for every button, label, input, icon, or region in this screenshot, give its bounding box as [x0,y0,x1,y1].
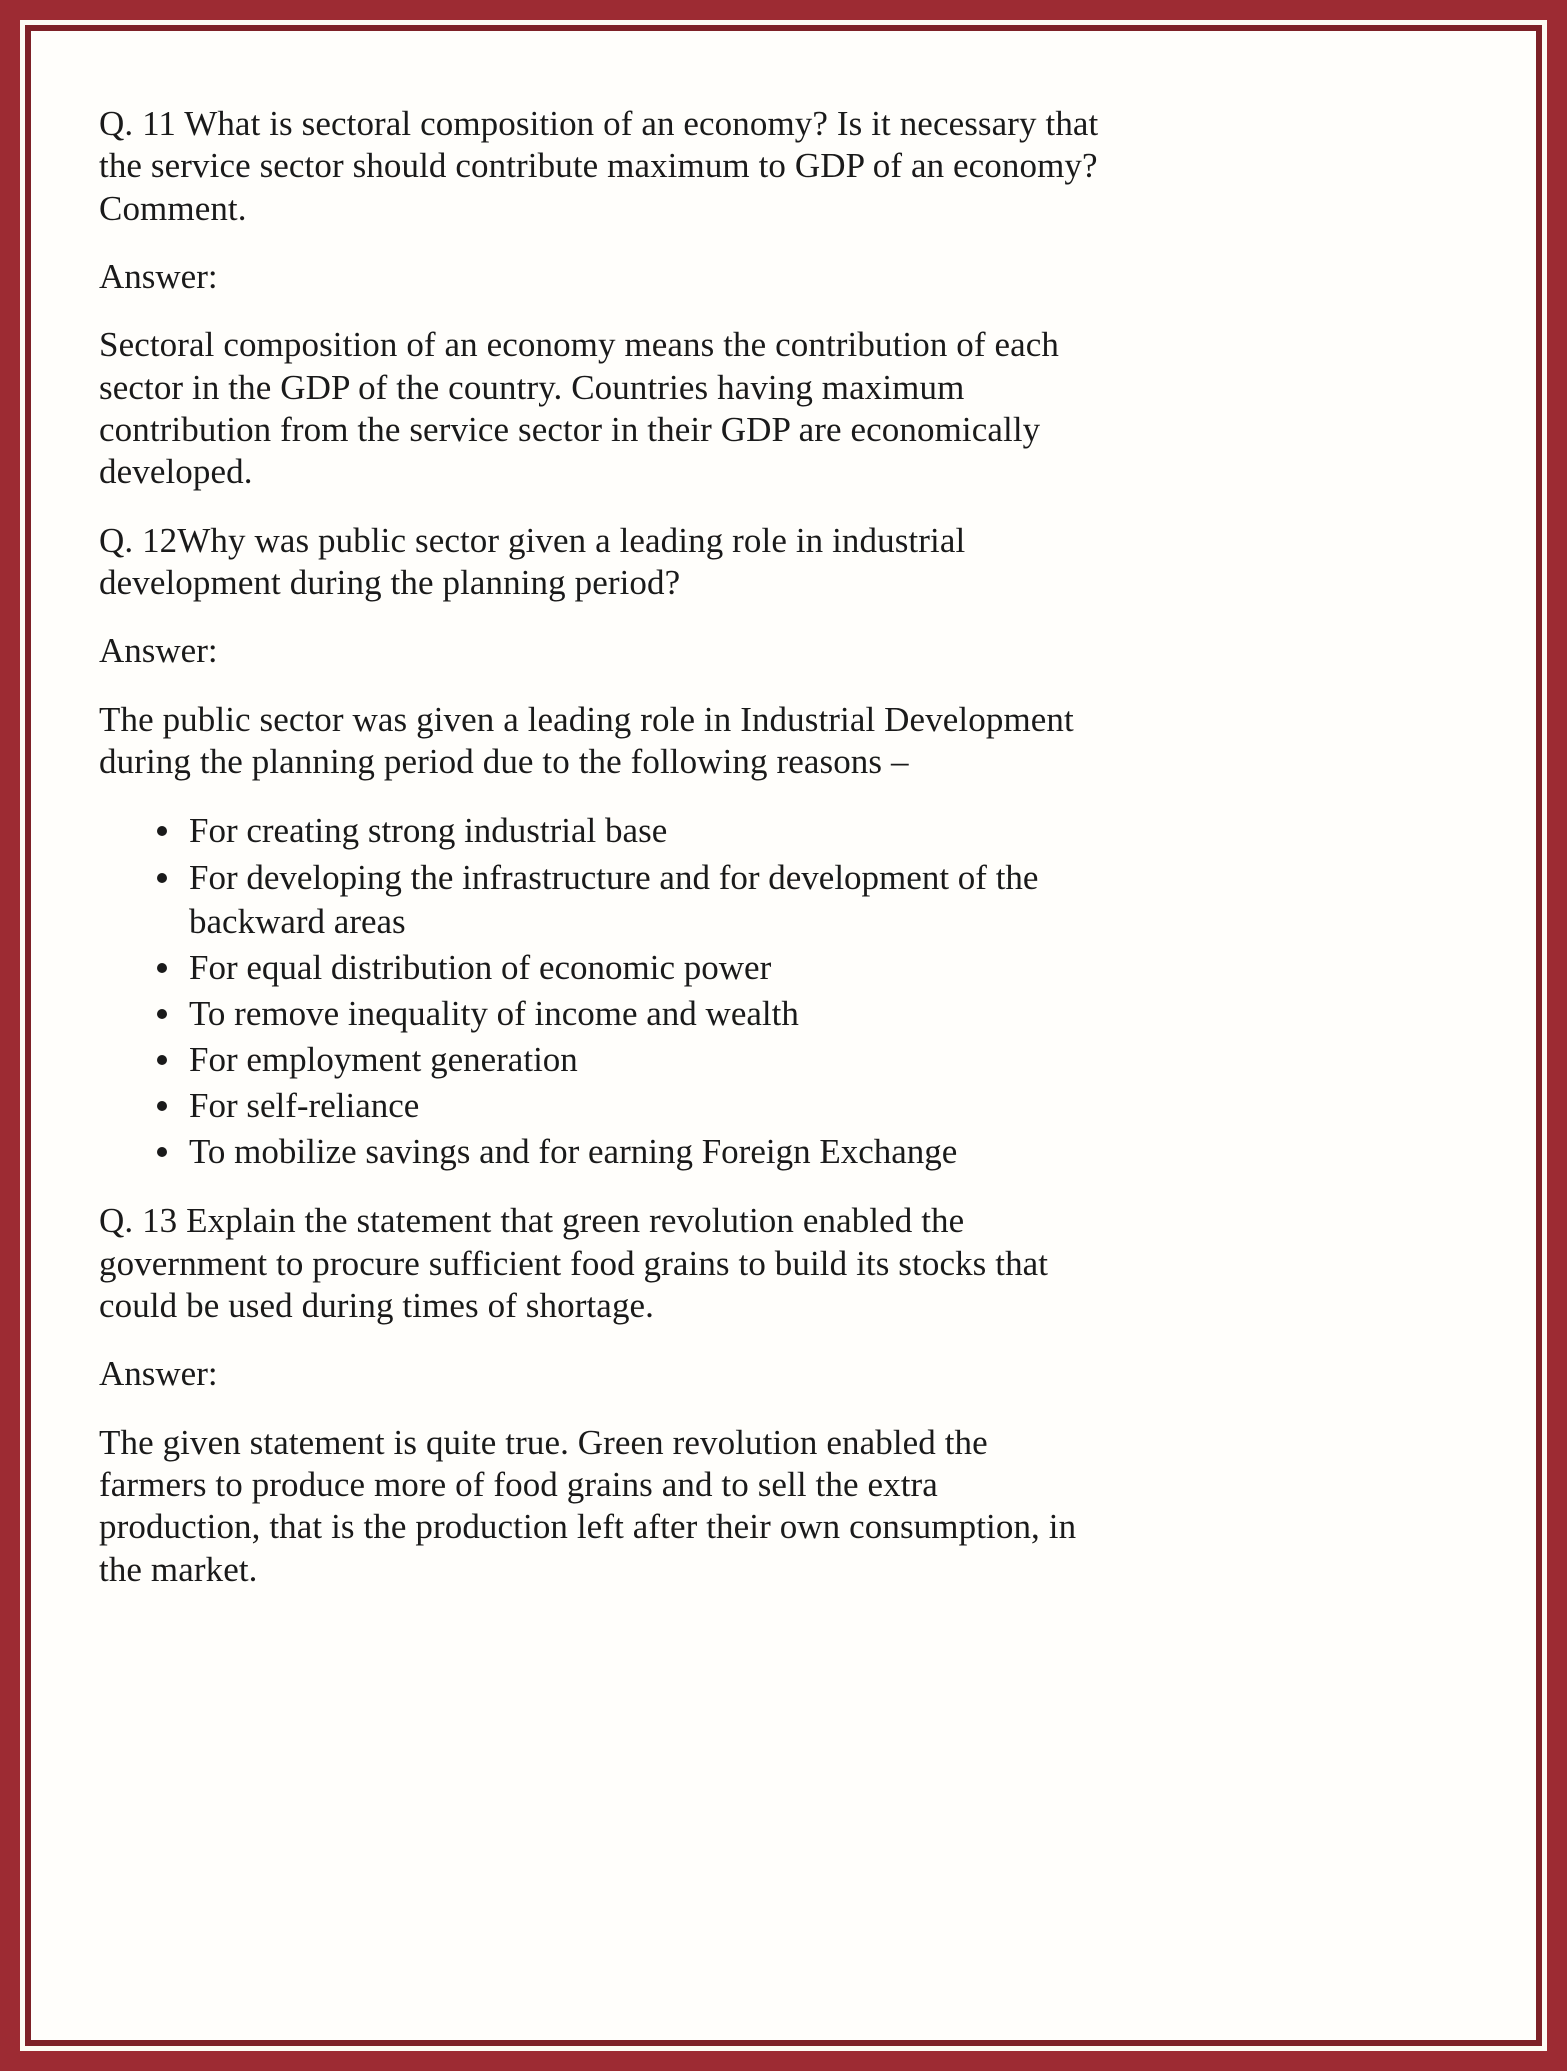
reason-text: For creating strong industrial base [189,811,668,851]
question-13-text: Q. 13 Explain the statement that green revolution enabled the government to procure sufficient food grains to build its stocks that could be used during times of shortage. [99,1201,1049,1325]
reason-text: For self-reliance [189,1086,420,1126]
list-item [151,992,1099,1036]
question-12-text: Q. 12Why was public sector given a leading role in industrial development during the planning period? [99,520,966,603]
list-item [151,946,1099,990]
question-11-answer-label: Answer: [99,257,218,297]
reason-text: For developing the infrastructure and for development of the backward areas [189,857,1039,941]
list-item [151,856,1099,944]
question-11-answer-text: Sectoral composition of an economy means the contribution of each sector in the GDP of the country. Countries having maximum contribution from the service sector in their GDP are economically developed. [99,325,1059,492]
question-13-answer-text: The given statement is quite true. Green revolution enabled the farmers to produce more of food grains and to sell the extra production, that is the production left after their own consumption, in the market. [99,1422,1077,1589]
reason-text: To mobilize savings and for earning Foreign Exchange [189,1132,958,1172]
reason-text: For employment generation [189,1039,578,1079]
reason-text: To remove inequality of income and wealth [189,993,799,1033]
question-12-answer-intro: The public sector was given a leading role in Industrial Development during the planning period due to the following reasons – [99,699,1074,782]
list-item [151,809,1099,853]
question-13-answer-label: Answer: [99,1354,218,1394]
list-item [151,1130,1099,1174]
list-item [151,1084,1099,1128]
question-12-reasons-list [99,809,1099,1174]
reason-text: For equal distribution of economic power [189,947,772,987]
list-item [151,1038,1099,1082]
question-11-text: Q. 11 What is sectoral composition of an economy? Is it necessary that the service sector should contribute maximum to GDP of an economy? Comment. [99,104,1099,228]
question-12-answer-label: Answer: [99,631,218,671]
document-page [31,31,1536,2040]
document-content [99,103,1099,1617]
